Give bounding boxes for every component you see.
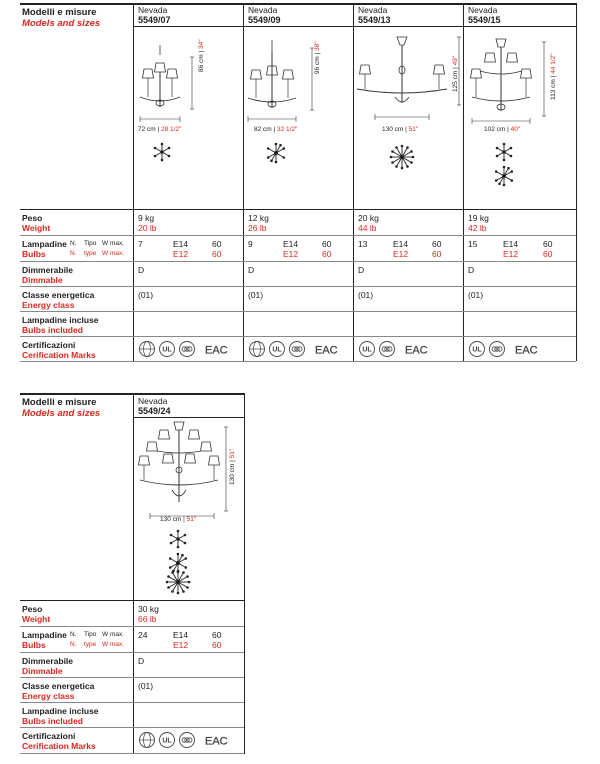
certification-marks [247, 339, 351, 359]
sub-tipo: Tipo [84, 631, 97, 638]
label-bulbs: Bulbs [22, 640, 46, 650]
sub-w-en: W max. [102, 641, 125, 648]
bulb-layout-icon [388, 143, 416, 171]
height-in: 44 1/2" [550, 53, 557, 74]
label-energy: Energy class [22, 691, 75, 701]
height-in: 34" [198, 39, 205, 49]
height-cm: 125 cm [452, 70, 459, 92]
width-in: 51" [408, 126, 419, 133]
sub-type-en: type [84, 641, 97, 648]
model-name: Nevada [248, 5, 278, 15]
model-code: 5549/13 [358, 15, 391, 25]
eac-mark: EAC [405, 344, 428, 357]
label-dimmerabile: Dimmerabile [22, 265, 74, 275]
eac-mark: EAC [315, 344, 338, 357]
width-cm: 72 cm [138, 126, 156, 133]
bulb-watt-us: 60 [212, 640, 222, 650]
bulb-type: E14 [283, 239, 299, 249]
label-included: Bulbs included [22, 716, 83, 726]
bulb-watt-us: 60 [543, 249, 553, 259]
label-included: Bulbs included [22, 325, 83, 335]
bulb-count: 15 [468, 239, 478, 249]
certification-marks [137, 730, 241, 750]
sub-n-en: N. [70, 250, 77, 257]
model-name: Nevada [138, 5, 168, 15]
label-classe: Classe energetica [22, 681, 95, 691]
height-in: 38" [314, 41, 321, 51]
bulb-type: E14 [503, 239, 519, 249]
dimmable-value: D [468, 265, 475, 275]
height-dimension [540, 40, 548, 120]
label-lampadine: Lampadine [22, 239, 67, 249]
weight-kg: 19 kg [468, 213, 489, 223]
bulb-type-us: E12 [283, 249, 299, 259]
weight-lb: 26 lb [248, 223, 267, 233]
label-classe: Classe energetica [22, 290, 95, 300]
label-certificazioni: Certificazioni [22, 731, 76, 741]
label-incluse: Lampadine incluse [22, 706, 99, 716]
energy-class: (01) [138, 290, 154, 300]
label-dimmable: Dimmable [22, 275, 63, 285]
label-weight: Weight [22, 223, 51, 233]
label-certificazioni: Certificazioni [22, 340, 76, 350]
sub-tipo: Tipo [84, 240, 97, 247]
sub-n-en: N. [70, 641, 77, 648]
weight-lb: 66 lb [138, 614, 157, 624]
weight-kg: 9 kg [138, 213, 155, 223]
model-name: Nevada [138, 396, 168, 406]
bulb-type-us: E12 [393, 249, 409, 259]
bulb-watt-us: 60 [212, 249, 222, 259]
label-certification: Cerification Marks [22, 350, 96, 360]
model-code: 5549/15 [468, 15, 501, 25]
label-lampadine: Lampadine [22, 630, 67, 640]
bulb-layout-icon [493, 141, 515, 163]
sub-n: N. [70, 631, 77, 638]
width-in: 51" [186, 516, 197, 523]
model-code: 5549/07 [138, 15, 171, 25]
chandelier-drawing-5549-15 [470, 35, 540, 125]
width-cm: 130 cm [160, 516, 182, 523]
bulb-count: 13 [358, 239, 368, 249]
height-cm: 96 cm [314, 56, 321, 74]
width-in: 40" [510, 126, 521, 133]
energy-class: (01) [358, 290, 374, 300]
header-en: Models and sizes [22, 408, 101, 419]
sub-w: W max. [102, 631, 125, 638]
bulb-type-us: E12 [173, 640, 189, 650]
certification-marks [467, 339, 571, 359]
bulb-type: E14 [173, 630, 189, 640]
bulb-count: 9 [248, 239, 253, 249]
label-peso: Peso [22, 213, 43, 223]
model-name: Nevada [358, 5, 388, 15]
certification-marks [137, 339, 241, 359]
width-in: 32 1/2" [277, 126, 298, 133]
dimmable-value: D [138, 265, 145, 275]
bulb-watt: 60 [212, 630, 222, 640]
height-cm: 130 cm [229, 463, 236, 485]
eac-mark: EAC [205, 344, 228, 357]
width-cm: 82 cm [254, 126, 272, 133]
weight-lb: 44 lb [358, 223, 377, 233]
label-dimmerabile: Dimmerabile [22, 656, 74, 666]
eac-mark: EAC [205, 735, 228, 748]
dimmable-value: D [358, 265, 365, 275]
model-code: 5549/24 [138, 406, 171, 416]
weight-kg: 12 kg [248, 213, 269, 223]
eac-mark: EAC [515, 344, 538, 357]
bulb-layout-icon [151, 141, 173, 163]
energy-class: (01) [468, 290, 484, 300]
label-peso: Peso [22, 604, 43, 614]
bulb-watt-us: 60 [432, 249, 442, 259]
header-it: Modelli e misure [22, 397, 97, 408]
label-certification: Cerification Marks [22, 741, 96, 751]
dimmable-value: D [248, 265, 255, 275]
bulb-type: E14 [393, 239, 409, 249]
bulb-watt: 60 [212, 239, 222, 249]
header-it: Modelli e misure [22, 7, 97, 18]
certification-marks [357, 339, 461, 359]
weight-lb: 42 lb [468, 223, 487, 233]
chandelier-drawing-5549-13 [355, 35, 455, 125]
dimmable-value: D [138, 656, 145, 666]
bulb-layout-icon [164, 568, 192, 596]
label-weight: Weight [22, 614, 51, 624]
bulb-watt: 60 [543, 239, 553, 249]
height-cm: 86 cm [198, 54, 205, 72]
weight-kg: 20 kg [358, 213, 379, 223]
label-bulbs: Bulbs [22, 249, 46, 259]
bulb-watt: 60 [322, 239, 332, 249]
label-dimmable: Dimmable [22, 666, 63, 676]
width-in: 28 1/2" [161, 126, 182, 133]
bulb-layout-icon [264, 141, 288, 165]
bulb-watt-us: 60 [322, 249, 332, 259]
weight-lb: 20 lb [138, 223, 157, 233]
height-in: 49" [452, 55, 459, 66]
chandelier-drawing-5549-24 [136, 420, 226, 520]
height-cm: 113 cm [550, 79, 557, 100]
bulb-type-us: E12 [503, 249, 519, 259]
bulb-type: E14 [173, 239, 189, 249]
height-in: 51" [229, 448, 236, 459]
model-name: Nevada [468, 5, 498, 15]
bulb-layout-icon [167, 528, 189, 550]
bulb-count: 24 [138, 630, 148, 640]
sub-type-en: type [84, 250, 97, 257]
bulb-layout-icon [491, 163, 517, 189]
label-energy: Energy class [22, 300, 75, 310]
sub-w: W max. [102, 240, 125, 247]
weight-kg: 30 kg [138, 604, 159, 614]
header-en: Models and sizes [22, 18, 101, 29]
bulb-watt: 60 [432, 239, 442, 249]
energy-class: (01) [248, 290, 264, 300]
model-code: 5549/09 [248, 15, 281, 25]
bulb-type-us: E12 [173, 249, 189, 259]
energy-class: (01) [138, 681, 154, 691]
sub-w-en: W max. [102, 250, 125, 257]
label-incluse: Lampadine incluse [22, 315, 99, 325]
bulb-count: 7 [138, 239, 143, 249]
sub-n: N. [70, 240, 77, 247]
width-cm: 130 cm [382, 126, 404, 133]
width-cm: 102 cm [484, 126, 506, 133]
